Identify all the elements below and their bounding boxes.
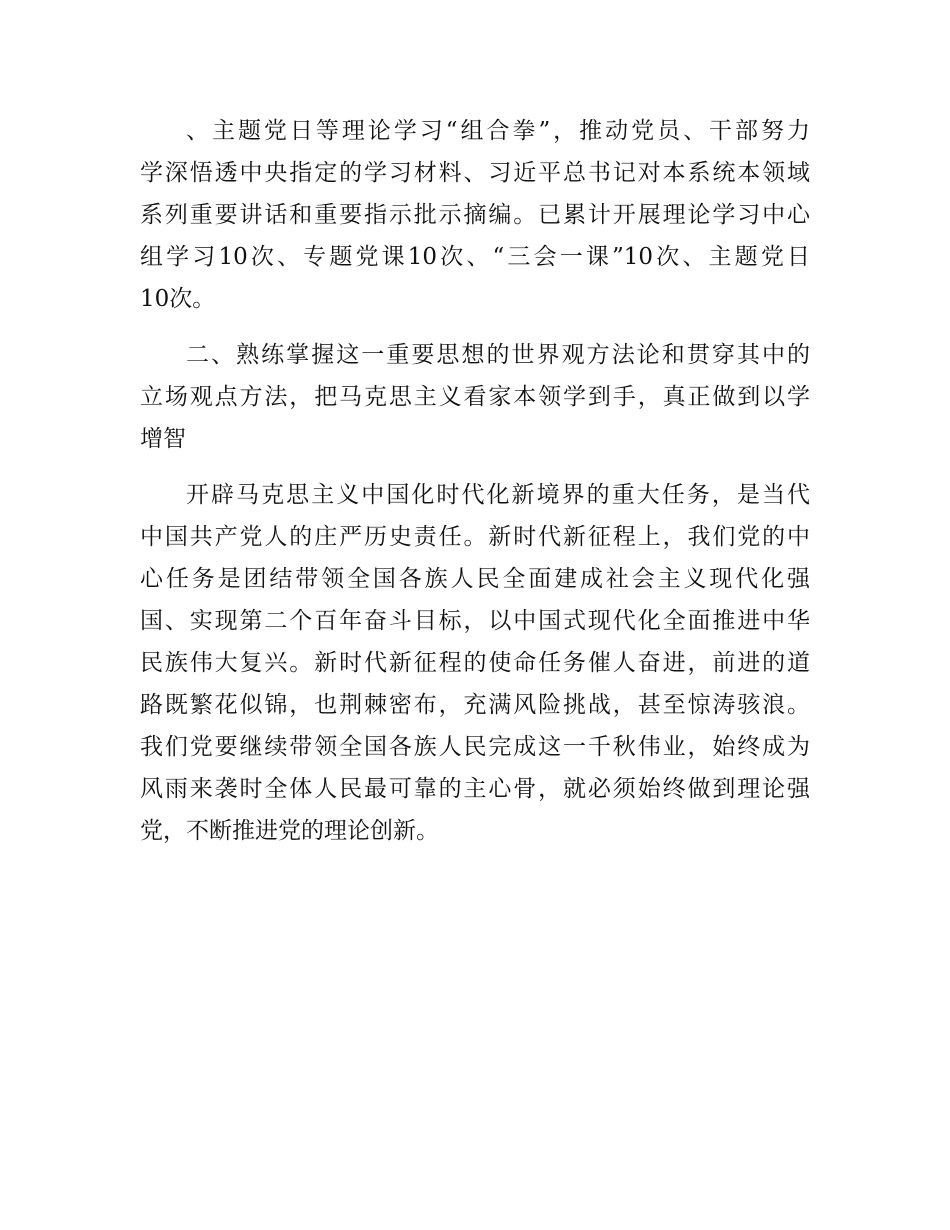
text-line: 风雨来袭时全体人民最可靠的主心骨，就必须始终做到理论强 [140, 776, 810, 802]
heading-line: 立场观点方法，把马克思主义看家本领学到手，真正做到以学 [140, 384, 810, 410]
text-line: 组学习10次、专题党课10次、“三会一课”10次、主题党日 [140, 244, 810, 270]
paragraph-theory-study [140, 110, 810, 320]
text-line: 开辟马克思主义中国化时代化新境界的重大任务，是当代 [186, 482, 810, 508]
text-line: 、主题党日等理论学习“组合拳”，推动党员、干部努力 [186, 118, 810, 144]
text-line: 系列重要讲话和重要指示批示摘编。已累计开展理论学习中心 [140, 202, 810, 228]
text-line: 10次。 [140, 286, 216, 312]
heading-line: 二、熟练掌握这一重要思想的世界观方法论和贯穿其中的 [186, 342, 810, 368]
section-heading-two [140, 334, 810, 460]
text-line: 路既繁花似锦，也荆棘密布，充满风险挑战，甚至惊涛骇浪。 [140, 692, 810, 718]
text-line: 国、实现第二个百年奋斗目标，以中国式现代化全面推进中华 [140, 608, 810, 634]
document-body [140, 110, 810, 852]
text-line: 我们党要继续带领全国各族人民完成这一千秋伟业，始终成为 [140, 734, 810, 760]
paragraph-historic-task [140, 474, 810, 852]
text-line: 学深悟透中央指定的学习材料、习近平总书记对本系统本领域 [140, 160, 810, 186]
heading-line: 增智 [140, 426, 186, 452]
text-line: 中国共产党人的庄严历史责任。新时代新征程上，我们党的中 [140, 524, 810, 550]
text-line: 党，不断推进党的理论创新。 [140, 818, 439, 844]
text-line: 民族伟大复兴。新时代新征程的使命任务催人奋进，前进的道 [140, 650, 810, 676]
text-line: 心任务是团结带领全国各族人民全面建成社会主义现代化强 [140, 566, 810, 592]
